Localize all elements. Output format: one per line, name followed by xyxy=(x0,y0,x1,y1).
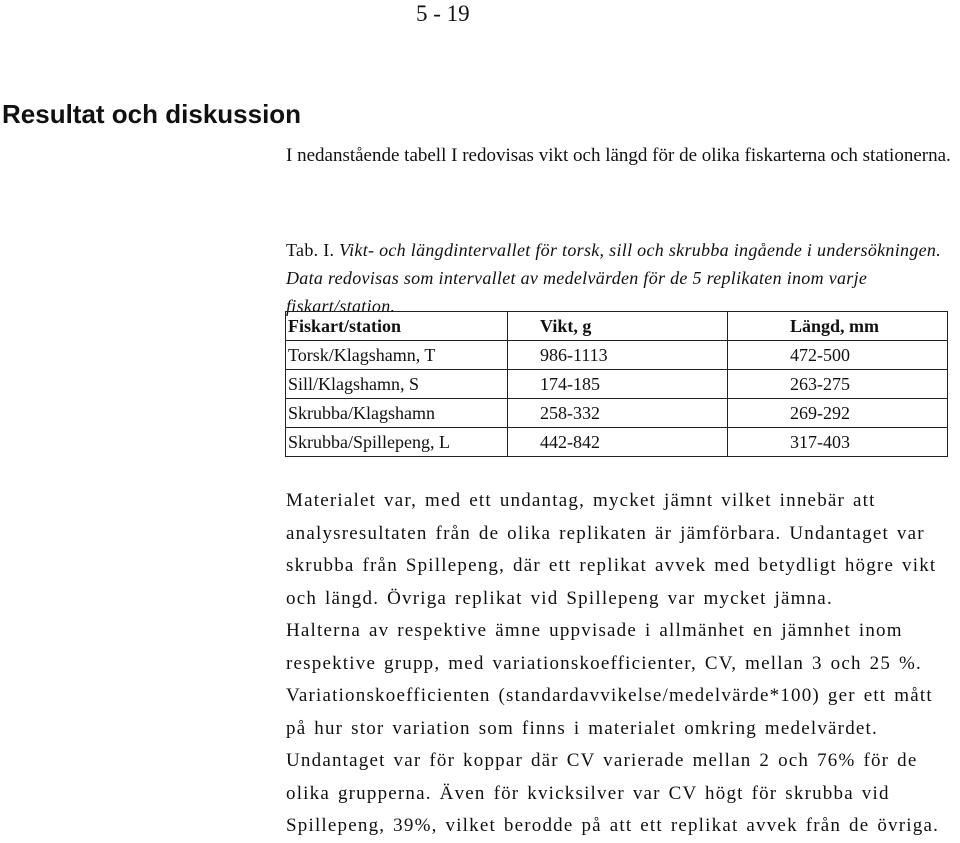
cell-langd: 317-403 xyxy=(728,428,948,457)
cell-langd: 269-292 xyxy=(728,399,948,428)
table-row xyxy=(286,370,948,399)
cell-station: Skrubba/Spillepeng, L xyxy=(286,428,508,457)
table-row xyxy=(286,428,948,457)
table-row xyxy=(286,399,948,428)
intro-paragraph: I nedanstående tabell I redovisas vikt och längd för de olika fiskarterna och stationerna. xyxy=(286,145,951,166)
cell-station: Sill/Klagshamn, S xyxy=(286,370,508,399)
body-text xyxy=(286,485,958,843)
section-heading: Resultat och diskussion xyxy=(2,99,302,129)
cell-vikt: 174-185 xyxy=(508,370,728,399)
table-caption-text: Vikt- och längdintervallet för torsk, sill och skrubba ingående i undersökningen. Data redovisas som intervallet av medelvärden för de 5 replikaten inom varje fiskart/station. xyxy=(286,240,942,316)
header-vikt: Vikt, g xyxy=(508,312,728,341)
table-caption xyxy=(286,236,958,320)
header-langd: Längd, mm xyxy=(728,312,948,341)
cell-langd: 472-500 xyxy=(728,341,948,370)
table-header-row xyxy=(286,312,948,341)
cell-station: Skrubba/Klagshamn xyxy=(286,399,508,428)
cell-langd: 263-275 xyxy=(728,370,948,399)
paragraph-halterna: Halterna av respektive ämne uppvisade i allmänhet en jämnhet inom respektive grupp, med variationskoefficienter, CV, mellan 3 och 25 %. Variationskoefficienten (standardavvikelse/medelvärde*100) ger ett mått på hur stor variation som finns i materialet omkring medelvärdet. Undantaget var för koppar där CV varierade mellan 2 och 76% för de olika grupperna. Även för kvicksilver var CV högt för skrubba vid Spillepeng, 39%, vilket berodde på att ett replikat avvek från de övriga. xyxy=(286,620,940,836)
table-row xyxy=(286,341,948,370)
table-caption-label: Tab. I. xyxy=(286,240,335,260)
page-number: 5 - 19 xyxy=(416,1,470,26)
fish-data-table xyxy=(285,311,948,457)
cell-vikt: 258-332 xyxy=(508,399,728,428)
paragraph-material: Materialet var, med ett undantag, mycket jämnt vilket innebär att analysresultaten från de olika replikaten är jämförbara. Undantaget var skrubba från Spillepeng, där ett replikat avvek med betydligt högre vikt och längd. Övriga replikat vid Spillepeng var mycket jämna. xyxy=(286,490,937,609)
cell-vikt: 442-842 xyxy=(508,428,728,457)
cell-station: Torsk/Klagshamn, T xyxy=(286,341,508,370)
cell-vikt: 986-1113 xyxy=(508,341,728,370)
header-fiskart-station: Fiskart/station xyxy=(286,312,508,341)
